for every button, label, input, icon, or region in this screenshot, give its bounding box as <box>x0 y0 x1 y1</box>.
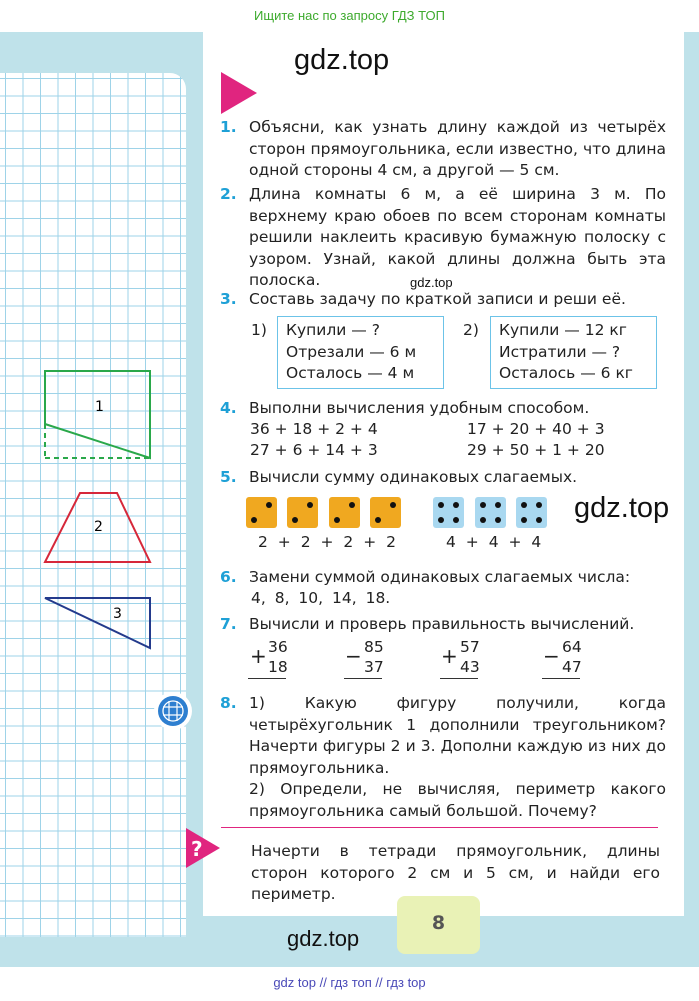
extra-task-text: Начерти в тетради прямоугольник, длины сторон которого 2 см и 5 см, и найди его периметр. <box>251 842 660 903</box>
operand-bottom: 18 <box>268 658 288 676</box>
divider <box>221 827 658 828</box>
die-face-two <box>370 497 401 528</box>
task-1 <box>220 117 666 182</box>
die-face-two <box>329 497 360 528</box>
die-face-four <box>433 497 464 528</box>
watermark: gdz.top <box>294 44 390 76</box>
expression: 17 + 20 + 40 + 3 <box>467 420 605 438</box>
task-8 <box>220 693 666 822</box>
shape-1-label: 1 <box>95 399 104 415</box>
task-text: Вычисли и проверь правильность вычислений. <box>249 615 635 633</box>
task-text: Замени суммой одинаковых слагаемых числа: <box>249 568 631 586</box>
task-text: 1) Какую фигуру получили, когда четырёхугольник 1 дополнили треугольником? Начерти фигуры 2 и 3. Дополни каждую из них до прямоугольника. <box>249 694 666 777</box>
record-line: Отрезали — 6 м <box>286 342 417 361</box>
expression: 29 + 50 + 1 + 20 <box>467 441 605 459</box>
result-line <box>440 678 478 679</box>
record-line: Осталось — 4 м <box>286 364 415 382</box>
sum-expression: 2 + 2 + 2 + 2 <box>258 533 396 551</box>
die-face-two <box>287 497 318 528</box>
task-number: 7. <box>220 615 237 633</box>
task-text-part-2: 2) Определи, не вычисляя, периметр какого прямоугольника самый большой. Почему? <box>249 780 666 820</box>
task-number: 8. <box>220 694 237 712</box>
operator: + <box>250 644 267 668</box>
operator: − <box>345 644 362 668</box>
task-5 <box>220 467 666 489</box>
operand-top: 36 <box>268 638 288 656</box>
task-7 <box>220 614 666 636</box>
expression: 36 + 18 + 2 + 4 <box>250 420 378 438</box>
record-line: Осталось — 6 кг <box>499 364 633 382</box>
die-face-two <box>246 497 277 528</box>
shape-2-label: 2 <box>94 519 103 535</box>
top-banner[interactable]: Ищите нас по запросу ГДЗ ТОП <box>254 8 445 23</box>
globe-icon[interactable] <box>154 692 192 730</box>
operand-bottom: 43 <box>460 658 480 676</box>
operand-bottom: 37 <box>364 658 384 676</box>
short-record-2 <box>490 316 657 389</box>
task-number: 5. <box>220 468 237 486</box>
task-number: 3. <box>220 290 237 308</box>
task-6 <box>220 567 666 589</box>
short-record-1 <box>277 316 444 389</box>
shape-3 <box>45 598 150 648</box>
task-number: 4. <box>220 399 237 417</box>
number-list: 4, 8, 10, 14, 18. <box>251 589 391 607</box>
variant-1-label: 1) <box>251 321 267 339</box>
section-arrow-icon <box>221 72 257 114</box>
task-2 <box>220 184 666 292</box>
task-text: Объясни, как узнать длину каждой из четырёх сторон прямоугольника, если известно, что длина одной стороны 4 см, а другой — 5 см. <box>249 118 666 179</box>
result-line <box>344 678 382 679</box>
task-text: Вычисли сумму одинаковых слагаемых. <box>249 468 578 486</box>
task-text: Составь задачу по краткой записи и реши её. <box>249 290 626 308</box>
result-line <box>542 678 580 679</box>
operator: − <box>543 644 560 668</box>
task-3 <box>220 289 666 311</box>
operator: + <box>441 644 458 668</box>
task-number: 1. <box>220 118 237 136</box>
task-number: 6. <box>220 568 237 586</box>
task-text: Выполни вычисления удобным способом. <box>249 399 590 417</box>
operand-top: 57 <box>460 638 480 656</box>
record-line: Купили — ? <box>286 321 380 339</box>
svg-text:?: ? <box>191 837 203 861</box>
task-4 <box>220 398 666 420</box>
page-number: 8 <box>397 896 480 954</box>
record-line: Истратили — ? <box>499 342 621 361</box>
footer-links[interactable]: gdz top // гдз топ // гдз top <box>0 967 699 1001</box>
shapes-drawing <box>0 0 200 700</box>
sum-expression: 4 + 4 + 4 <box>446 533 542 551</box>
die-face-four <box>516 497 547 528</box>
variant-2-label: 2) <box>463 321 479 339</box>
watermark: gdz.top <box>287 926 360 951</box>
operand-bottom: 47 <box>562 658 582 676</box>
result-line <box>248 678 286 679</box>
shape-3-label: 3 <box>113 606 122 622</box>
operand-top: 85 <box>364 638 384 656</box>
watermark: gdz.top <box>410 275 453 290</box>
record-line: Купили — 12 кг <box>499 321 627 339</box>
watermark: gdz.top <box>574 492 670 524</box>
question-icon <box>186 828 220 868</box>
expression: 27 + 6 + 14 + 3 <box>250 441 378 459</box>
die-face-four <box>475 497 506 528</box>
operand-top: 64 <box>562 638 582 656</box>
task-text: Длина комнаты 6 м, а её ширина 3 м. По верхнему краю обоев по всем сторонам комнаты решили наклеить красивую бумажную полоску с узором. Узнай, какой длины должна быть эта полоска. <box>249 185 666 289</box>
task-number: 2. <box>220 185 237 203</box>
